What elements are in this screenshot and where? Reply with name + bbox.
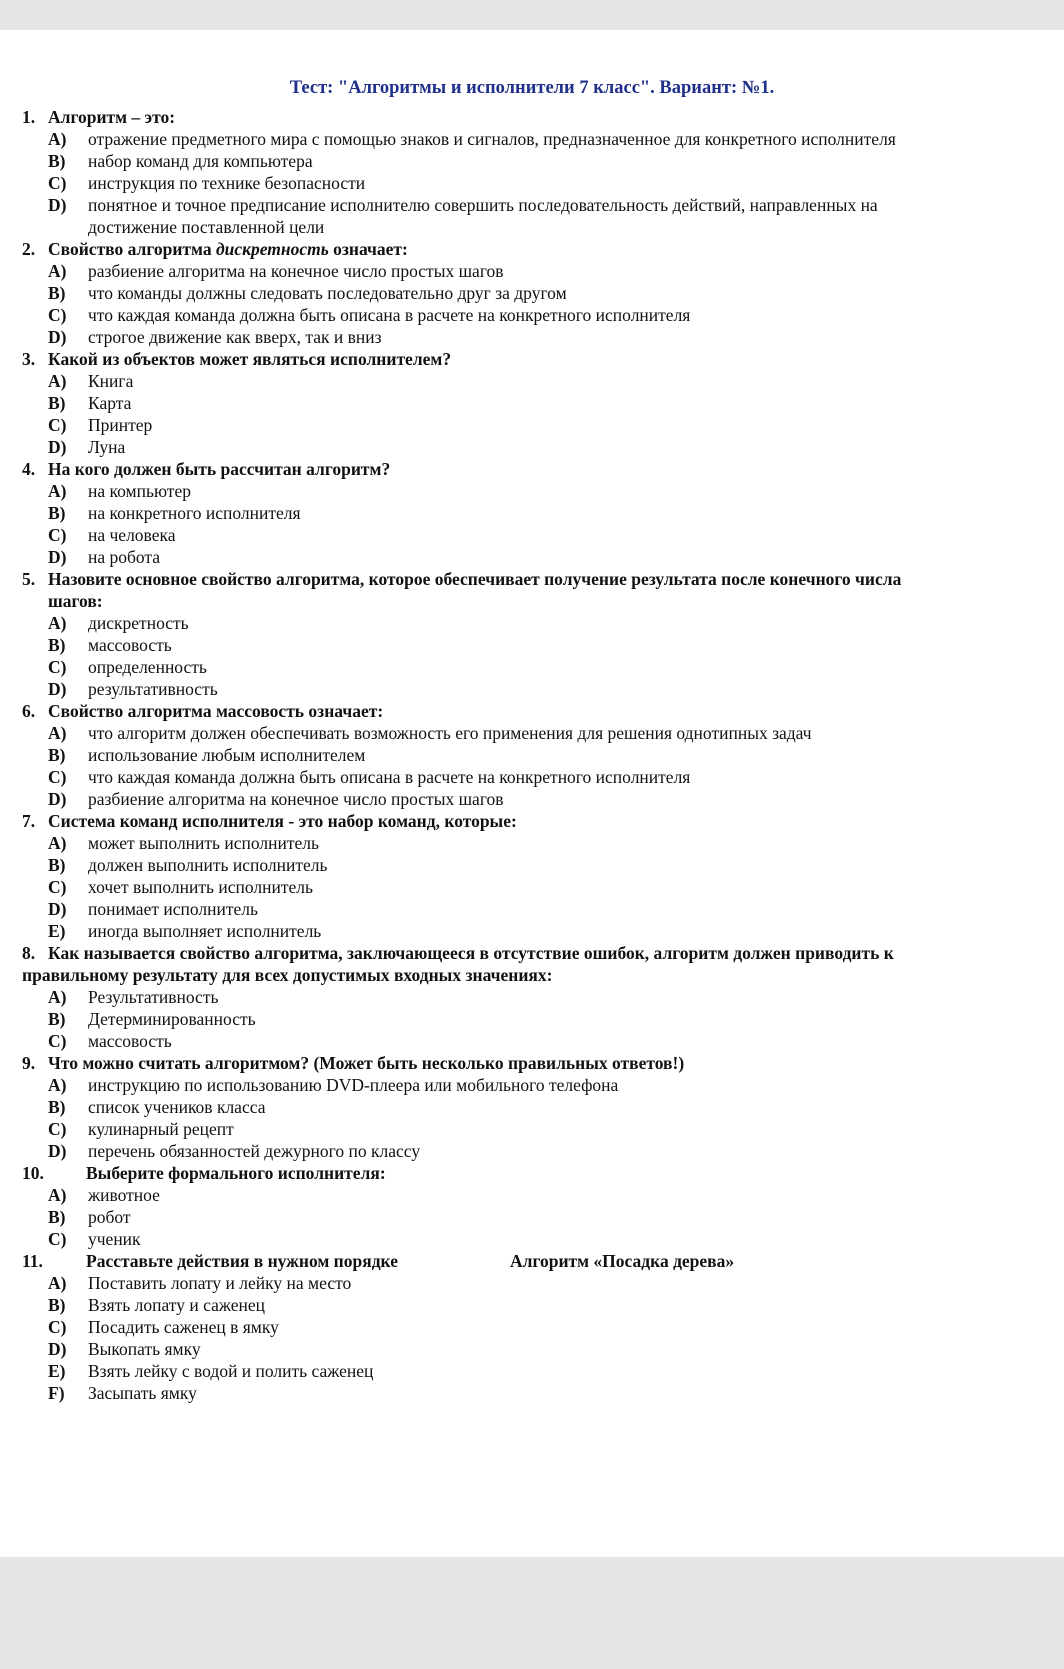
option-letter: B) — [48, 283, 66, 303]
option-letter: A) — [48, 129, 67, 149]
option-text: результативность — [88, 679, 218, 699]
option-letter: A) — [48, 481, 67, 501]
option-letter: C) — [48, 1119, 67, 1139]
option-letter: C) — [48, 173, 67, 193]
option-letter: C) — [48, 305, 67, 325]
option-text: Поставить лопату и лейку на место — [88, 1273, 352, 1293]
option-letter: A) — [48, 1273, 67, 1293]
option-letter: C) — [48, 657, 67, 677]
option-letter: B) — [48, 1207, 66, 1227]
option-text: массовость — [88, 1031, 172, 1051]
option-letter: A) — [48, 833, 67, 853]
option-text: Книга — [88, 371, 134, 391]
option-text: что команды должны следовать последовательно друг за другом — [88, 283, 567, 303]
question-text: На кого должен быть рассчитан алгоритм? — [48, 459, 391, 479]
option-text: может выполнить исполнитель — [88, 833, 320, 853]
option-text: Карта — [88, 393, 132, 413]
option-text: на компьютер — [88, 481, 191, 501]
option-letter: E) — [48, 1361, 66, 1381]
question-text: Алгоритм – это: — [48, 107, 176, 127]
question-number: 8. — [22, 943, 36, 963]
option-text: на конкретного исполнителя — [88, 503, 301, 523]
option-text: Засыпать ямку — [88, 1383, 197, 1403]
option-letter: C) — [48, 415, 67, 435]
option-text: Принтер — [88, 415, 153, 435]
option-text: что алгоритм должен обеспечивать возможность его применения для решения однотипных задач — [88, 723, 812, 743]
question-number: 3. — [22, 349, 36, 369]
option-text: разбиение алгоритма на конечное число простых шагов — [88, 261, 504, 281]
option-letter: F) — [48, 1383, 65, 1403]
question-text: Что можно считать алгоритмом? (Может быть несколько правильных ответов!) — [48, 1053, 685, 1073]
option-letter: A) — [48, 613, 67, 633]
option-text: Детерминированность — [88, 1009, 256, 1029]
option-letter: D) — [48, 547, 67, 567]
option-letter: E) — [48, 921, 66, 941]
option-text: определенность — [88, 657, 207, 677]
option-letter: B) — [48, 855, 66, 875]
option-letter: B) — [48, 745, 66, 765]
option-letter: A) — [48, 1185, 67, 1205]
algorithm-title: Алгоритм «Посадка дерева» — [510, 1251, 735, 1271]
option-text: дискретность — [88, 613, 189, 633]
question-text: Как называется свойство алгоритма, заключающееся в отсутствие ошибок, алгоритм должен приводить к — [48, 943, 894, 963]
option-letter: B) — [48, 1009, 66, 1029]
option-letter: A) — [48, 1075, 67, 1095]
option-letter: B) — [48, 635, 66, 655]
option-text: инструкция по технике безопасности — [88, 173, 366, 193]
option-letter: D) — [48, 195, 67, 215]
question-number: 5. — [22, 569, 36, 589]
option-text: использование любым исполнителем — [88, 745, 366, 765]
question-number: 9. — [22, 1053, 36, 1073]
option-letter: B) — [48, 151, 66, 171]
option-letter: A) — [48, 371, 67, 391]
option-letter: D) — [48, 1339, 67, 1359]
question-text: Система команд исполнителя - это набор команд, которые: — [48, 811, 517, 831]
question-number: 11. — [22, 1251, 43, 1271]
question-number: 7. — [22, 811, 36, 831]
option-letter: B) — [48, 1295, 66, 1315]
option-letter: C) — [48, 525, 67, 545]
option-text: Посадить саженец в ямку — [88, 1317, 279, 1337]
question-text: Какой из объектов может являться исполнителем? — [48, 349, 452, 369]
option-text: Выкопать ямку — [88, 1339, 201, 1359]
option-text: понятное и точное предписание исполнителю совершить последовательность действий, направленных на — [88, 195, 878, 215]
option-text: кулинарный рецепт — [88, 1119, 234, 1139]
option-text: строгое движение как вверх, так и вниз — [88, 327, 382, 347]
option-text: разбиение алгоритма на конечное число простых шагов — [88, 789, 504, 809]
option-text: отражение предметного мира с помощью знаков и сигналов, предназначенное для конкретного исполнителя — [88, 129, 896, 149]
question-number: 4. — [22, 459, 36, 479]
option-letter: D) — [48, 899, 67, 919]
question-number: 10. — [22, 1163, 44, 1183]
option-text: Результативность — [88, 987, 219, 1007]
option-letter: B) — [48, 503, 66, 523]
option-letter: C) — [48, 1317, 67, 1337]
option-text: что каждая команда должна быть описана в расчете на конкретного исполнителя — [88, 305, 691, 325]
option-text: животное — [88, 1185, 160, 1205]
option-letter: D) — [48, 789, 67, 809]
question-text: шагов: — [48, 591, 103, 611]
option-letter: C) — [48, 1031, 67, 1051]
option-text: Взять лопату и саженец — [88, 1295, 265, 1315]
option-text: хочет выполнить исполнитель — [88, 877, 313, 897]
question-text: правильному результату для всех допустимых входных значениях: — [22, 965, 553, 985]
question-text: Назовите основное свойство алгоритма, которое обеспечивает получение результата после конечного числа — [48, 569, 902, 589]
option-letter: B) — [48, 393, 66, 413]
option-text: список учеников класса — [88, 1097, 266, 1117]
question-text: Выберите формального исполнителя: — [86, 1163, 386, 1183]
option-letter: D) — [48, 437, 67, 457]
question-number: 6. — [22, 701, 36, 721]
option-letter: D) — [48, 327, 67, 347]
option-text: инструкцию по использованию DVD-плеера или мобильного телефона — [88, 1075, 619, 1095]
question-text: Свойство алгоритма дискретность означает: — [48, 239, 408, 259]
question-number: 1. — [22, 107, 36, 127]
option-text: достижение поставленной цели — [88, 217, 325, 237]
option-letter: D) — [48, 679, 67, 699]
option-text: ученик — [88, 1229, 141, 1249]
option-text: иногда выполняет исполнитель — [88, 921, 322, 941]
option-text: массовость — [88, 635, 172, 655]
question-text: Расставьте действия в нужном порядке — [86, 1251, 398, 1271]
option-text: Луна — [88, 437, 126, 457]
test-title: Тест: "Алгоритмы и исполнители 7 класс". Вариант: №1. — [289, 78, 775, 98]
option-letter: A) — [48, 261, 67, 281]
option-letter: C) — [48, 767, 67, 787]
option-text: на человека — [88, 525, 176, 545]
document-page — [0, 30, 1064, 1557]
option-text: должен выполнить исполнитель — [88, 855, 328, 875]
option-text: Взять лейку с водой и полить саженец — [88, 1361, 374, 1381]
option-text: набор команд для компьютера — [88, 151, 313, 171]
option-text: на робота — [88, 547, 161, 567]
option-letter: A) — [48, 723, 67, 743]
option-letter: B) — [48, 1097, 66, 1117]
question-number: 2. — [22, 239, 36, 259]
option-text: что каждая команда должна быть описана в расчете на конкретного исполнителя — [88, 767, 691, 787]
option-text: робот — [88, 1207, 131, 1227]
option-letter: D) — [48, 1141, 67, 1161]
question-text: Свойство алгоритма массовость означает: — [48, 701, 384, 721]
option-letter: C) — [48, 1229, 67, 1249]
option-letter: C) — [48, 877, 67, 897]
option-letter: A) — [48, 987, 67, 1007]
option-text: понимает исполнитель — [88, 899, 258, 919]
option-text: перечень обязанностей дежурного по классу — [88, 1141, 421, 1161]
